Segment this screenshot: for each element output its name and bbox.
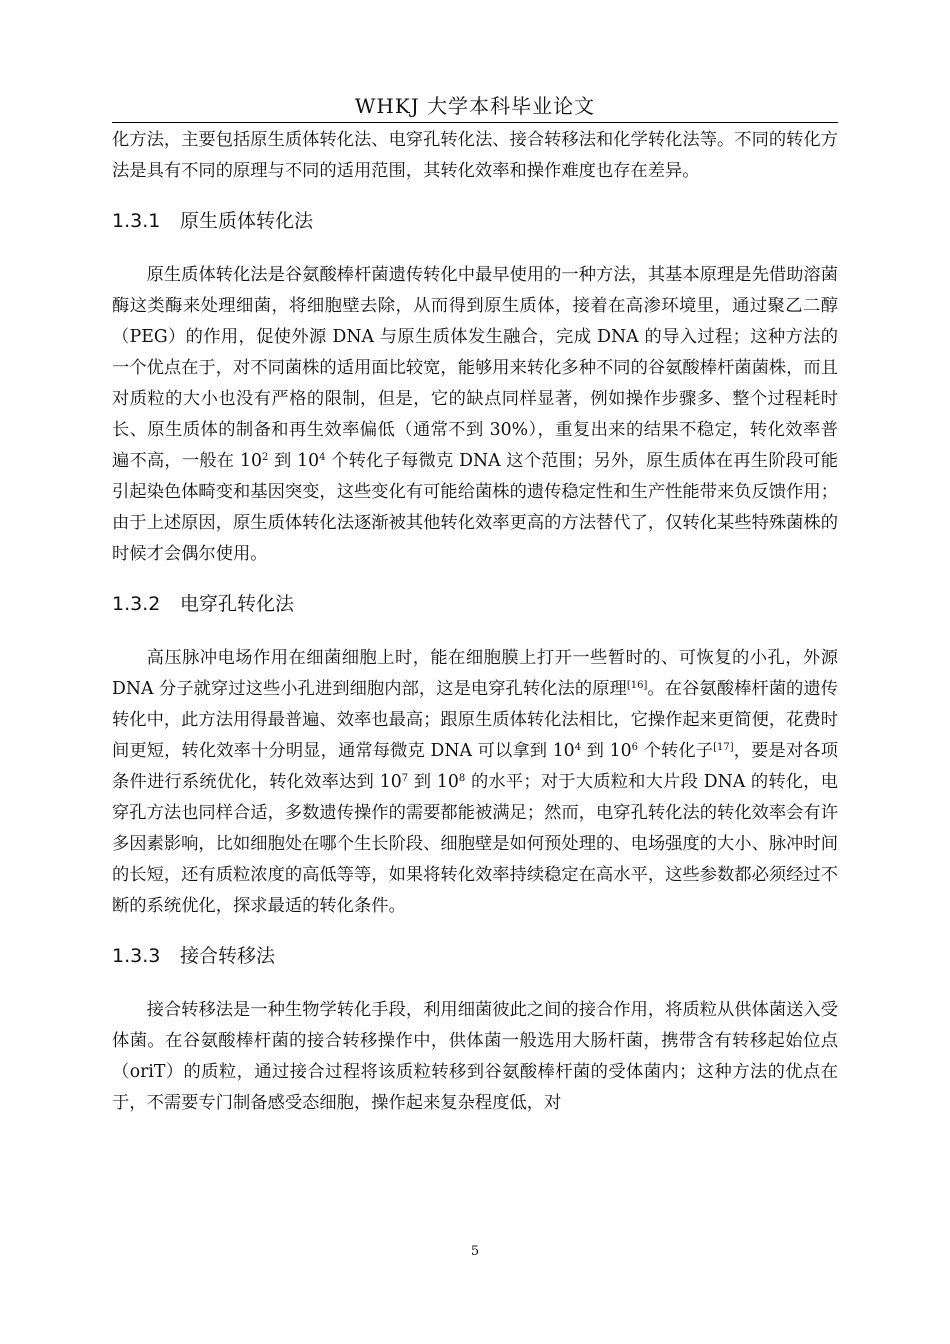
running-header: WHKJ 大学本科毕业论文 (354, 94, 596, 118)
section-heading-1-3-2 (112, 589, 838, 620)
paragraph-text: 个转化子 (638, 741, 714, 761)
paragraph-text: ，要是对各项条件进行系统优化，转化效率达到 10 (112, 741, 838, 792)
paragraph-text: 原生质体转化法是谷氨酸棒杆菌遗传转化中最早使用的一种方法，其基本原理是先借助溶菌酶这类酶来处理细菌，将细胞壁去除，从而得到原生质体，接着在高渗环境里，通过聚乙二醇（PEG）的作用，促使外源 DNA 与原生质体发生融合，完成 DNA 的导入过程；这种方法的一个优点在于，对不同菌株的适用面比较宽，能够用来转化多种不同的谷氨酸棒杆菌菌株，而且对质粒的大小也没有严格的限制，但是，它的缺点同样显著，例如操作步骤多、整个过程耗时长、原生质体的制备和再生效率偏低（通常不到 30%），重复出来的结果不稳定，转化效率普遍不高，一般在 10 (112, 265, 838, 471)
page-number: 5 (470, 1244, 480, 1259)
section-title: 原生质体转化法 (180, 210, 314, 232)
superscript: 4 (574, 742, 582, 753)
citation-ref: [17] (713, 742, 734, 753)
page-body (112, 125, 838, 1119)
paragraph-protoplast (112, 260, 838, 570)
citation-ref: [16] (626, 680, 648, 691)
superscript: 6 (631, 742, 639, 753)
paragraph-text: 到 10 (268, 451, 320, 471)
paragraph-electroporation (112, 643, 838, 922)
section-number: 1.3.1 (112, 210, 161, 232)
paragraph-text: 高压脉冲电场作用在细菌细胞上时，能在细胞膜上打开一些暂时的、可恢复的小孔，外源 DNA 分子就穿过这些小孔进到细胞内部，这是电穿孔转化法的原理 (112, 648, 838, 699)
section-title: 接合转移法 (180, 945, 276, 967)
intro-paragraph: 化方法，主要包括原生质体转化法、电穿孔转化法、接合转移法和化学转化法等。不同的转化方法是具有不同的原理与不同的适用范围，其转化效率和操作难度也存在差异。 (112, 130, 838, 181)
paragraph-text: 个转化子每微克 DNA 这个范围；另外，原生质体在再生阶段可能引起染色体畸变和基因突变，这些变化有可能给菌株的遗传稳定性和生产性能带来负反馈作用；由于上述原因，原生质体转化法逐渐被其他转化效率更高的方法替代了，仅转化某些特殊菌株的时候才会偶尔使用。 (112, 451, 839, 564)
section-number: 1.3.2 (112, 593, 161, 615)
paragraph-text: 。在谷氨酸棒杆菌的遗传转化中，此方法用得最普遍、效率也最高；跟原生质体转化法相比，它操作起来更简便，花费时间更短，转化效率十分明显，通常每微克 DNA 可以拿到 10 (112, 679, 838, 761)
paragraph-text: 到 10 (408, 772, 459, 792)
paragraph-conjugation: 接合转移法是一种生物学转化手段，利用细菌彼此之间的接合作用，将质粒从供体菌送入受体菌。在谷氨酸棒杆菌的接合转移操作中，供体菌一般选用大肠杆菌，携带含有转移起始位点（oriT）的质粒，通过接合过程将该质粒转移到谷氨酸棒杆菌的受体菌内；这种方法的优点在于，不需要专门制备感受态细胞，操作起来复杂程度低，对 (112, 1000, 838, 1113)
superscript: 2 (261, 452, 269, 463)
superscript: 4 (319, 452, 326, 463)
header-rule (112, 122, 838, 123)
section-title: 电穿孔转化法 (180, 593, 295, 615)
paragraph-text: 的水平；对于大质粒和大片段 DNA 的转化，电穿孔方法也同样合适，多数遗传操作的需要都能被满足；然而，电穿孔转化法的转化效率会有许多因素影响，比如细胞处在哪个生长阶段、细胞壁是如何预处理的、电场强度的大小、脉冲时间的长短，还有质粒浓度的高低等等，如果将转化效率持续稳定在高水平，这些参数都必须经过不断的系统优化，探求最适的转化条件。 (112, 772, 839, 916)
section-number: 1.3.3 (112, 945, 161, 967)
paragraph-text: 到 10 (581, 741, 632, 761)
section-heading-1-3-1 (112, 206, 838, 237)
section-heading-1-3-3 (112, 941, 838, 972)
superscript: 7 (401, 773, 409, 784)
superscript: 8 (458, 773, 466, 784)
